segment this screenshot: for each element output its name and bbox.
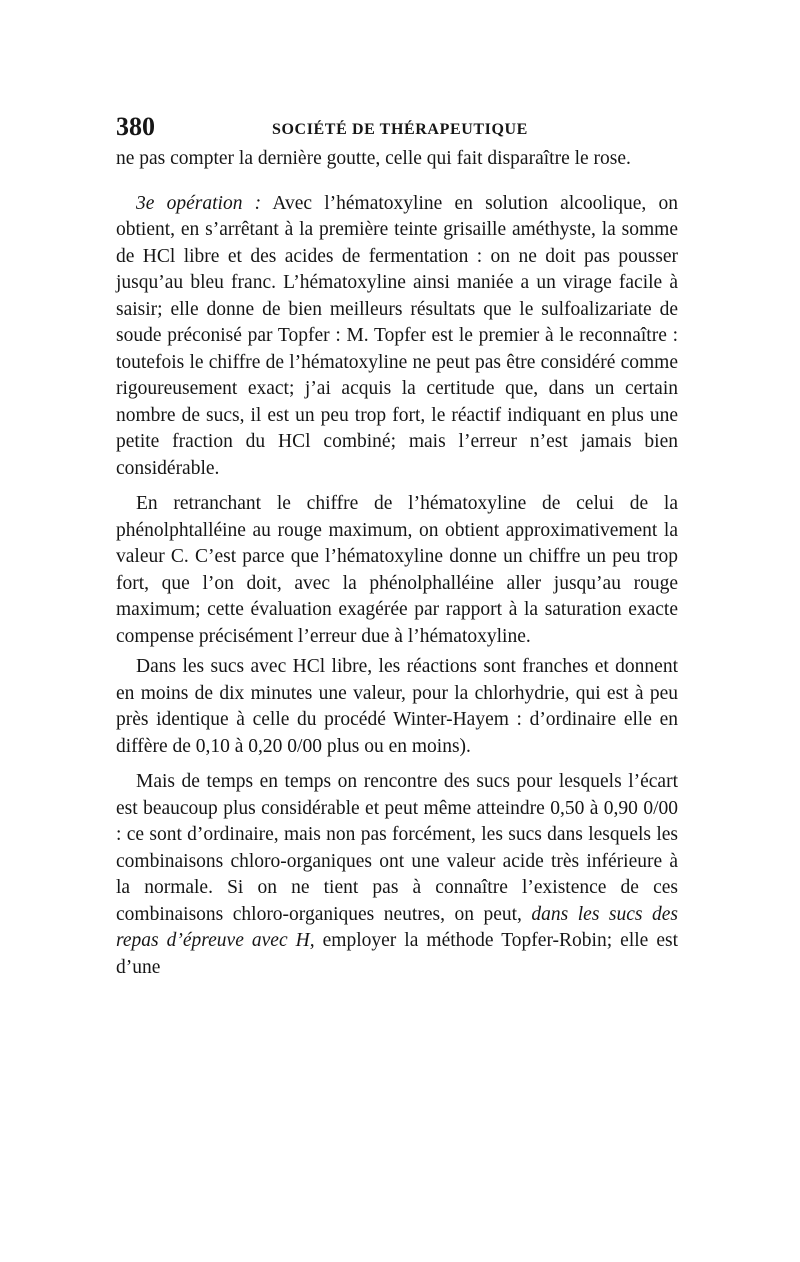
page-header [116,112,678,146]
paragraph-text: ne pas compter la dernière goutte, celle qui fait disparaître le rose. [116,148,631,169]
page-number: 380 [116,112,155,141]
paragraph-ecart [116,769,678,981]
running-title: SOCIÉTÉ DE THÉRAPEUTIQUE [272,121,528,138]
paragraph-text: Avec l’hématoxyline en solution alcoolique, on obtient, en s’arrêtant à la première teinte grisaille améthyste, la somme de HCl libre et des acides de fermentation : on ne doit pas pousser jusqu’au bleu franc. L’hématoxyline ainsi maniée a un virage facile à saisir; elle donne de bien meilleurs résultats que le sulfoalizariate de soude préconisé par Topfer : M. Topfer est le premier à le reconnaître : toutefois le chiffre de l’hématoxyline ne peut pas être considéré comme rigoureusement exact; j’ai acquis la certitude que, dans un certain nombre de sucs, il est un peu trop fort, le réactif indiquant en plus une petite fraction du HCl combiné; mais l’erreur n’est jamais bien considérable. [116,192,678,479]
paragraph-text: En retranchant le chiffre de l’hématoxyline de celui de la phénolphtalléine au rouge maximum, on obtient approximativement la valeur C. C’est parce que l’hématoxyline donne un chiffre un peu trop fort, que l’on doit, avec la phénolphalléine aller jusqu’au rouge maximum; cette évaluation exagérée par rapport à la saturation exacte compense précisément l’erreur due à l’hématoxyline. [116,493,678,647]
paragraph-retranchant [116,491,678,650]
paragraph-sucs-hcl-libre [116,654,678,760]
italic-phrase: dans les sucs des repas d’épreuve avec H, [116,903,678,951]
paragraph-text: employer la méthode Topfer-Robin; elle est d’une [116,930,678,978]
paragraph-third-operation [116,191,678,483]
paragraph-continued [116,146,678,173]
book-page [116,112,678,981]
body-text [116,146,678,981]
paragraph-text: Mais de temps en temps on rencontre des sucs pour lesquels l’écart est beaucoup plus considérable et peut même atteindre 0,50 à 0,90 0/00 : ce sont d’ordinaire, mais non pas forcément, les sucs dans lesquels les combinaisons chloro-organiques ont une valeur acide très inférieure à la normale. Si on ne tient pas à connaître l’existence de ces combinaisons chloro-organiques neutres, on peut, [116,771,678,925]
operation-heading: 3e opération : [136,192,262,214]
paragraph-text: Dans les sucs avec HCl libre, les réactions sont franches et donnent en moins de dix minutes une valeur, pour la chlorhydrie, qui est à peu près identique à celle du procédé Winter-Hayem : d’ordinaire elle en diffère de 0,10 à 0,20 0/00 plus ou en moins). [116,656,678,757]
